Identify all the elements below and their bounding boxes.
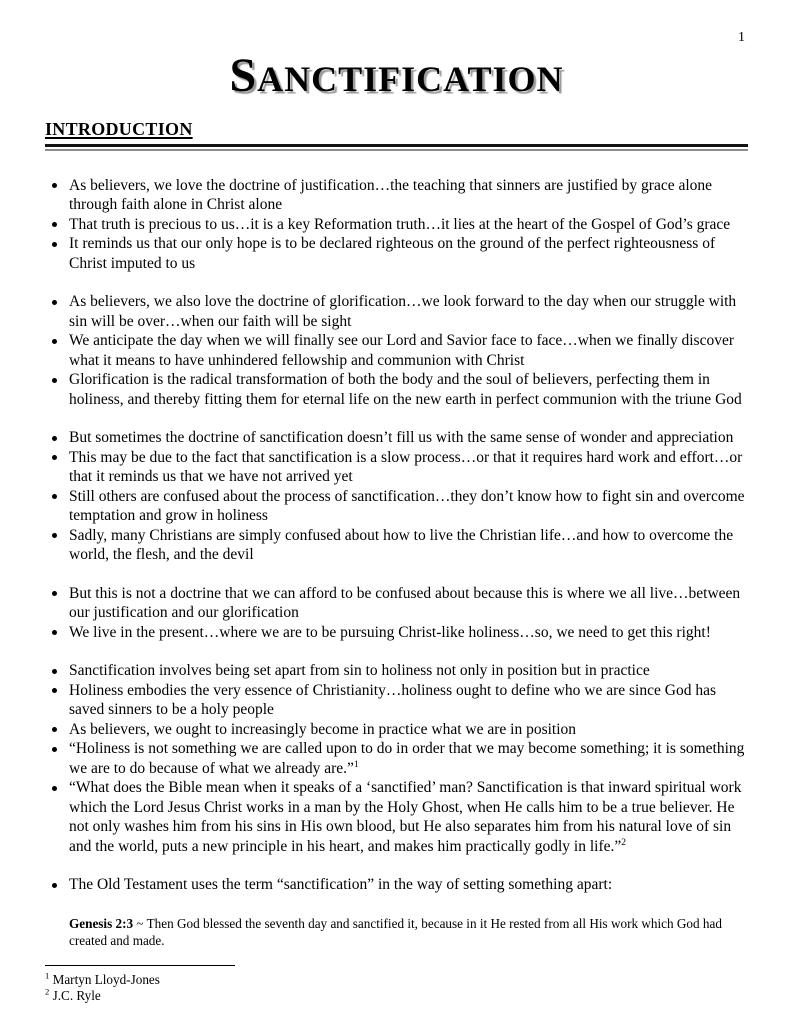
scripture-reference: Genesis 2:3 xyxy=(69,915,134,931)
footnote-separator xyxy=(45,965,235,966)
footnote-2 xyxy=(45,988,748,1005)
bullet-group-sanctification-struggles xyxy=(45,428,748,565)
footnote-ref: 2 xyxy=(621,836,627,848)
footnote-1 xyxy=(45,972,748,989)
bullet-item: That truth is precious to us…it is a key Reformation truth…it lies at the heart of the Gospel of God’s grace xyxy=(45,215,748,235)
bullet-item: It reminds us that our only hope is to be declared righteous on the ground of the perfect righteousness of Christ imputed to us xyxy=(45,234,748,273)
bullet-item: This may be due to the fact that sanctification is a slow process…or that it requires hard work and effort…or that it reminds us that we have not arrived yet xyxy=(45,448,748,487)
bullet-group-where-we-live xyxy=(45,584,748,643)
bullet-item: Holiness embodies the very essence of Christianity…holiness ought to define who we are since God has saved sinners to be a holy people xyxy=(45,681,748,720)
bullet-item: But this is not a doctrine that we can afford to be confused about because this is where we all live…between our justification and our glorification xyxy=(45,584,748,623)
bullet-group-definitions xyxy=(45,661,748,856)
section-header xyxy=(45,119,748,151)
bullet-group-old-testament xyxy=(45,875,748,895)
bullet-group-glorification xyxy=(45,292,748,409)
document-title: SANCTIFICATION xyxy=(229,49,564,102)
bullet-item: “What does the Bible mean when it speaks of a ‘sanctified’ man? Sanctification is that inward spiritual work which the Lord Jesus Christ works in a man by the Holy Ghost, when He calls him to be a true believer. He not only washes him from his sins in His own blood, but He also separates him from his natural love of sin and the world, puts a new principle in his heart, and makes him practically godly in life.”$^2$ xyxy=(45,778,748,856)
bullet-item: Sadly, many Christians are simply confused about how to live the Christian life…and how to overcome the world, the flesh, and the devil xyxy=(45,526,748,565)
bullet-item: The Old Testament uses the term “sanctification” in the way of setting something apart: xyxy=(45,875,748,895)
bullet-item: But sometimes the doctrine of sanctification doesn’t fill us with the same sense of wonder and appreciation xyxy=(45,428,748,448)
footnote-text: Martyn Lloyd-Jones xyxy=(52,971,160,987)
bullet-item: As believers, we love the doctrine of justification…the teaching that sinners are justified by grace alone through faith alone in Christ alone xyxy=(45,176,748,215)
bullet-item: As believers, we ought to increasingly become in practice what we are in position xyxy=(45,720,748,740)
page-number: 1 xyxy=(738,30,745,45)
scripture-text: ~ Then God blessed the seventh day and sanctified it, because in it He rested from all His work which God had created and made. xyxy=(69,915,722,948)
bullet-item: We anticipate the day when we will finally see our Lord and Savior face to face…when we finally discover what it means to have unhindered fellowship and communion with Christ xyxy=(45,331,748,370)
section-heading: INTRODUCTION xyxy=(45,118,193,139)
bullet-item: We live in the present…where we are to be pursuing Christ-like holiness…so, we need to get this right! xyxy=(45,623,748,643)
footnote-marker: 1 xyxy=(45,970,50,981)
footnote-marker: 2 xyxy=(45,986,50,997)
scripture-quote xyxy=(69,915,725,949)
bullet-item: “Holiness is not something we are called upon to do in order that we may become something; it is something we are to do because of what we already are.”$^1$ xyxy=(45,739,748,778)
footnote-text: J.C. Ryle xyxy=(52,988,101,1004)
footnote-ref: 1 xyxy=(353,758,359,770)
bullet-item: Sanctification involves being set apart from sin to holiness not only in position but in practice xyxy=(45,661,748,681)
section-divider xyxy=(45,144,748,151)
bullet-item: As believers, we also love the doctrine of glorification…we look forward to the day when our struggle with sin will be over…when our faith will be sight xyxy=(45,292,748,331)
footnotes xyxy=(45,972,748,1005)
bullet-item: Glorification is the radical transformation of both the body and the soul of believers, perfecting them in holiness, and thereby fitting them for eternal life on the new earth in perfect communion with the triune God xyxy=(45,370,748,409)
bullet-item: Still others are confused about the process of sanctification…they don’t know how to fight sin and overcome temptation and grow in holiness xyxy=(45,487,748,526)
bullet-group-justification xyxy=(45,176,748,274)
